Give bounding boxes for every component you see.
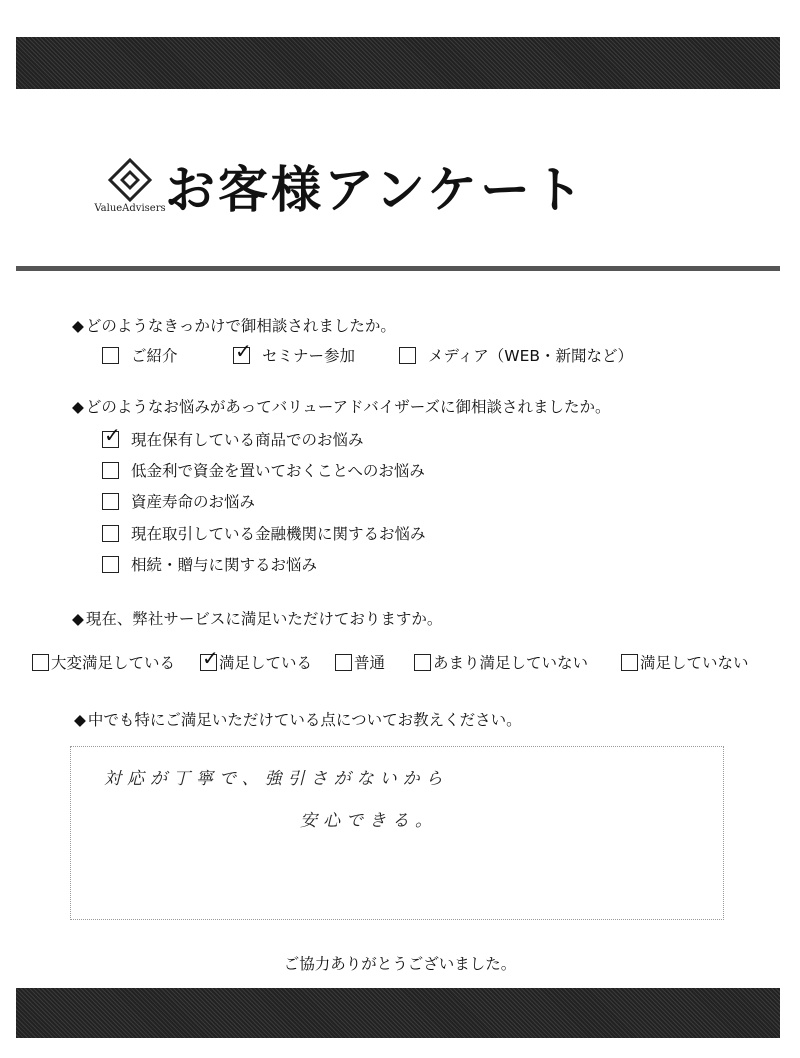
diamond-bullet-icon: ◆ <box>72 610 84 628</box>
q1-option-introduction[interactable] <box>102 344 178 366</box>
question-1-text: どのようなきっかけで御相談されましたか。 <box>85 317 396 335</box>
question-4 <box>74 708 522 730</box>
question-2-text: どのようなお悩みがあってバリューアドバイザーズに御相談されましたか。 <box>85 398 611 416</box>
option-label: 資産寿命のお悩み <box>131 493 256 511</box>
q1-option-media[interactable] <box>399 344 633 366</box>
option-label: 満足していない <box>640 654 749 672</box>
checkmark-icon: ✓ <box>104 422 121 447</box>
diamond-logo-icon <box>108 158 152 202</box>
question-2 <box>72 395 610 417</box>
q3-option-not-very-satisfied[interactable] <box>414 651 588 673</box>
checkbox[interactable] <box>621 654 638 671</box>
checkbox[interactable] <box>32 654 49 671</box>
q2-option-asset-longevity[interactable] <box>102 490 255 512</box>
q2-option-current-products[interactable] <box>102 422 364 450</box>
checkbox[interactable] <box>102 493 119 510</box>
thank-you-message: ご協力ありがとうございました。 <box>283 955 517 973</box>
q2-option-low-rates[interactable] <box>102 459 425 481</box>
header-bar <box>16 37 780 89</box>
checkbox[interactable] <box>102 462 119 479</box>
option-label: 普通 <box>354 654 386 672</box>
checkbox[interactable] <box>102 525 119 542</box>
option-label: メディア（WEB・新聞など） <box>428 347 634 365</box>
option-label: 大変満足している <box>51 654 176 672</box>
checkbox[interactable] <box>399 347 416 364</box>
page-title: お客様アンケート <box>165 161 586 219</box>
q3-option-very-satisfied[interactable] <box>32 651 175 673</box>
option-label: セミナー参加 <box>262 347 356 365</box>
footer-bar <box>16 988 780 1038</box>
checkbox-checked[interactable] <box>102 422 121 448</box>
checkbox-checked[interactable] <box>200 645 219 671</box>
option-label: あまり満足していない <box>433 654 589 672</box>
checkmark-icon: ✓ <box>235 338 252 363</box>
question-3 <box>72 607 442 629</box>
q3-option-not-satisfied[interactable] <box>621 651 749 673</box>
q3-option-satisfied[interactable] <box>200 645 313 673</box>
option-label: 現在保有している商品でのお悩み <box>131 431 364 449</box>
q3-option-neutral[interactable] <box>335 651 385 673</box>
question-3-text: 現在、弊社サービスに満足いただけておりますか。 <box>85 610 443 628</box>
header-divider <box>16 266 780 271</box>
brand-name: ValueAdvisers <box>94 203 166 214</box>
option-label: 相続・贈与に関するお悩み <box>131 556 318 574</box>
question-1 <box>72 314 396 336</box>
option-label: 現在取引している金融機関に関するお悩み <box>131 525 426 543</box>
checkmark-icon: ✓ <box>202 645 219 670</box>
handwritten-answer-line-2: 安心できる。 <box>300 811 438 831</box>
checkbox[interactable] <box>102 347 119 364</box>
checkbox[interactable] <box>102 556 119 573</box>
q2-option-financial-institution[interactable] <box>102 522 426 544</box>
checkbox[interactable] <box>414 654 431 671</box>
diamond-bullet-icon: ◆ <box>72 398 84 416</box>
diamond-bullet-icon: ◆ <box>72 317 84 335</box>
option-label: 低金利で資金を置いておくことへのお悩み <box>131 462 425 480</box>
checkbox-checked[interactable] <box>233 338 252 364</box>
checkbox[interactable] <box>335 654 352 671</box>
diamond-bullet-icon: ◆ <box>74 711 86 729</box>
q2-option-inheritance[interactable] <box>102 553 317 575</box>
question-4-text: 中でも特にご満足いただけている点についてお教えください。 <box>87 711 522 729</box>
option-label: ご紹介 <box>131 347 178 365</box>
option-label: 満足している <box>219 654 313 672</box>
q1-option-seminar[interactable] <box>233 338 356 366</box>
handwritten-answer-line-1: 対応が丁寧で、強引さがないから <box>104 769 449 789</box>
